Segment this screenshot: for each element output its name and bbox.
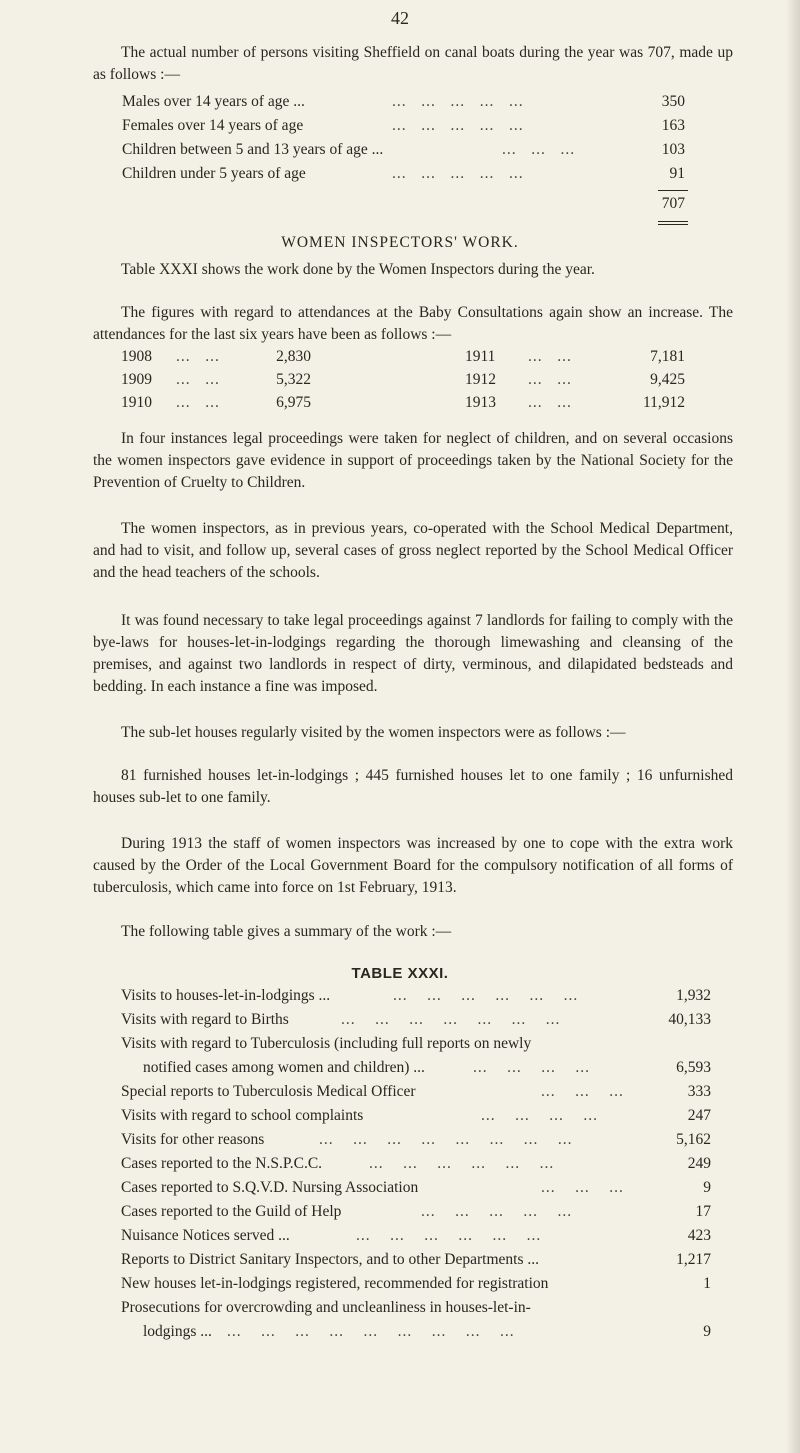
figures-paragraph: The figures with regard to attendances at the Baby Consultations again show an increase. The attendances for the last six years have been as follows :— xyxy=(93,304,733,343)
attendance-year: 1908 xyxy=(121,348,152,365)
attendance-year: 1911 xyxy=(465,348,496,365)
total-rule xyxy=(658,190,688,191)
attendance-count: 9,425 xyxy=(650,371,685,388)
attendance-count: 5,322 xyxy=(276,371,311,388)
attendance-year: 1910 xyxy=(121,394,152,411)
sublet-paragraph: The sub-let houses regularly visited by the women inspectors were as follows :— xyxy=(121,724,626,741)
attendance-count: 6,975 xyxy=(276,394,311,411)
document-page: 42 The actual number of persons visiting Sheffield on canal boats during the year was 707, made up as follows :— Males over 14 years of age ... ... ... ... ... ... 350 Females over 14 years of age ... ... ... ... ... 163 Children between 5 and 13 years of age ... ... ... ... 103 Children under 5 years of age ... ... ... ... ... 91 707 WOMEN INSPECTORS' WORK. Table XXXI shows the work done by the Women Inspectors during the year. The figures with regard to attendances at the Baby Consultations again show an increase. The attendances for the last six years have been as follows :— 1908 ... ... 2,830 1909 ... ... 5,322 1910 ... ... 6,975 1911 ... ... 7,181 1912 ... ... 9,425 1913 ... ... 11,912 In four instances legal proceedings were taken for neglect of children, and on several occasions the women inspectors gave evidence in support of proceedings taken by the National Society for the Prevention of Cruelty to Children. The women inspectors, as in previous years, co-operated with the School Medical Department, and had to visit, and follow up, several cases of gross neglect reported by the School Medical Officer and the head teachers of the schools. It was found necessary to take legal proceedings against 7 landlords for failing to comply with the bye-laws for houses-let-in-lodgings regarding the thorough limewashing and cleansing of the premises, and against two landlords in respect of dirty, verminous, and dilapidated bedsteads and bedding. In each instance a fine was imposed. The sub-let houses regularly visited by the women inspectors were as follows :— 81 furnished houses let-in-lodgings ; 445 furnished houses let to one family ; 16 unfurnished houses sub-let to one family. During 1913 the staff of women inspectors was increased by one to cope with the extra work caused by the Order of the Local Government Board for the compulsory notification of all forms of tuberculosis, which came into force on 1st February, 1913. The following table gives a summary of the work :— TABLE XXXI. Visits to houses-let-in-lodgings ... ... ... ... ... ... ... 1,932 Visits with regard to Births ... ... ... ... ... ... ... 40,133 Visits with regard to Tuberculosis (including full reports on newly notified cases among women and children) ... ... ... ... ... 6,593 Special reports to Tuberculosis Medical Officer ... ... ... 333 Visits with regard to school complaints ... ... ... ... 247 Visits for other reasons ... ... ... ... ... ... ... ... 5,162 Cases reported to the N.S.P.C.C. ... ... ... ... ... ... 249 Cases reported to S.Q.V.D. Nursing Association ... ... ... 9 Cases reported to the Guild of Help ... ... ... ... ... 17 Nuisance Notices served ... ... ... ... ... ... ... 423 Reports to District Sanitary Inspectors, and to other Departments ... 1,217 New houses let-in-lodgings registered, recommended for registration 1 Prosecutions for overcrowding and uncleanliness in houses-let-in- lodgings ... ... ... ... ... ... ... ... ... ... 9 xyxy=(0,0,800,1453)
page-number: 42 xyxy=(391,8,409,28)
attendance-count: 11,912 xyxy=(642,394,685,411)
attendance-count: 7,181 xyxy=(650,348,685,365)
table-title: TABLE XXXI. xyxy=(351,965,449,982)
houses-paragraph: 81 furnished houses let-in-lodgings ; 445 furnished houses let to one family ; 16 unfurnished houses sub-let to one family. xyxy=(93,767,733,806)
section-heading: WOMEN INSPECTORS' WORK. xyxy=(281,234,519,251)
legal-proceedings-paragraph: In four instances legal proceedings were taken for neglect of children, and on several occasions the women inspectors gave evidence in support of proceedings taken by the National Society for the Prevention of Cruelty to Children. xyxy=(93,430,733,491)
cooperation-paragraph: The women inspectors, as in previous years, co-operated with the School Medical Department, and had to visit, and follow up, several cases of gross neglect reported by the School Medical Officer and the head teachers of the schools. xyxy=(93,520,733,581)
page-edge-stain xyxy=(786,0,800,1453)
attendance-year: 1913 xyxy=(465,394,496,411)
total-double-rule xyxy=(658,224,688,225)
summary-intro-paragraph: The following table gives a summary of the work :— xyxy=(121,923,452,940)
attendance-count: 2,830 xyxy=(276,348,311,365)
total-double-rule xyxy=(658,221,688,222)
table-reference-paragraph: Table XXXI shows the work done by the Women Inspectors during the year. xyxy=(121,261,595,278)
attendance-year: 1909 xyxy=(121,371,152,388)
landlords-paragraph: It was found necessary to take legal proceedings against 7 landlords for failing to comply with the bye-laws for houses-let-in-lodgings regarding the thorough limewashing and cleansing of the premises, and against two landlords in respect of dirty, verminous, and dilapidated bedsteads and bedding. In each instance a fine was imposed. xyxy=(93,612,733,695)
staff-paragraph: During 1913 the staff of women inspectors was increased by one to cope with the extra work caused by the Order of the Local Government Board for the compulsory notification of all forms of tuberculosis, which came into force on 1st February, 1913. xyxy=(93,835,733,896)
attendance-year: 1912 xyxy=(465,371,496,388)
intro-paragraph: The actual number of persons visiting Sheffield on canal boats during the year was 707, made up as follows :— xyxy=(93,44,733,83)
